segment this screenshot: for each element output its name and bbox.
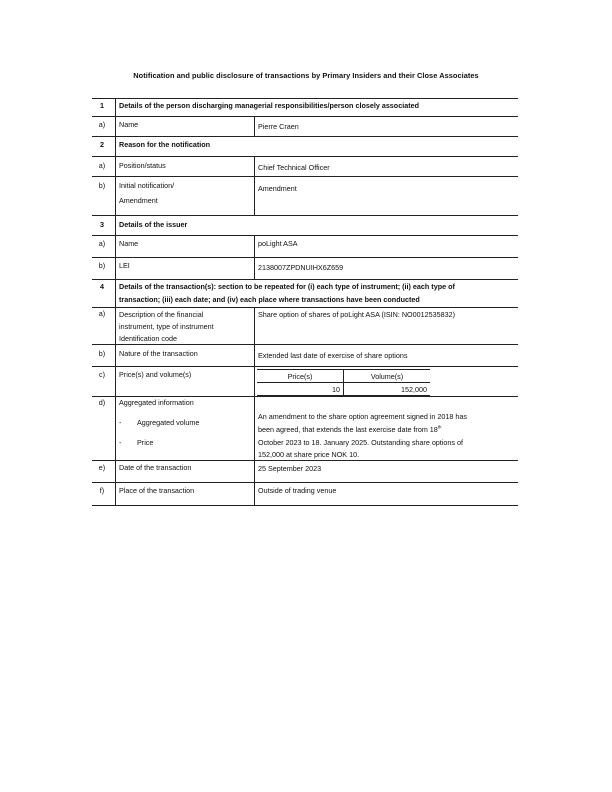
row-id: f): [99, 486, 105, 495]
row-divider: [92, 116, 518, 117]
section-heading: Details of the transaction(s): section to be repeated for (i) each type of instrument; (ii) each type of: [119, 282, 455, 291]
list-bullet: -: [119, 418, 122, 427]
field-label: Date of the transaction: [119, 463, 192, 472]
field-label: Initial notification/: [119, 181, 175, 190]
transaction-date-value: 25 September 2023: [258, 464, 322, 473]
section-heading: Reason for the notification: [119, 140, 211, 149]
row-divider: [92, 307, 518, 308]
row-id: c): [99, 370, 105, 379]
volume-column-header: Volume(s): [370, 372, 404, 381]
section-number: 3: [100, 220, 104, 229]
field-label: Name: [119, 120, 139, 129]
field-label: Aggregated information: [119, 398, 194, 407]
row-id: d): [98, 398, 106, 407]
row-divider: [92, 366, 518, 367]
field-label: Nature of the transaction: [119, 349, 198, 358]
section-heading: Details of the issuer: [119, 220, 188, 229]
section-number: 2: [100, 140, 104, 149]
position-value: Chief Technical Officer: [258, 163, 330, 172]
field-label: Description of the financial: [119, 310, 204, 319]
amendment-text-line: been agreed, that extends the last exercise date from 18th: [258, 424, 442, 434]
row-divider: [92, 136, 518, 137]
notification-type-value: Amendment: [258, 184, 297, 193]
field-label: Position/status: [119, 161, 166, 170]
section-heading: transaction; (iii) each date; and (iv) each place where transactions have been conducted: [119, 295, 420, 304]
row-divider: [92, 156, 518, 157]
row-divider: [92, 482, 518, 483]
page-title: Notification and public disclosure of transactions by Primary Insiders and their Close Associates: [133, 71, 479, 80]
field-label: Amendment: [119, 196, 158, 205]
person-name-value: Pierre Craen: [258, 122, 299, 131]
section-heading: Details of the person discharging managerial responsibilities/person closely associated: [119, 101, 419, 110]
price-label: Price: [137, 438, 154, 447]
price-column-header: Price(s): [287, 372, 313, 381]
field-label: Identification code: [119, 334, 177, 343]
amendment-text-line: October 2023 to 18. January 2025. Outstanding share options of: [258, 438, 463, 447]
volume-value: 152,000: [401, 385, 427, 394]
column-divider: [254, 235, 255, 279]
row-id: e): [98, 463, 106, 472]
aggregated-volume-label: Aggregated volume: [137, 418, 200, 427]
column-divider: [254, 116, 255, 136]
instrument-value: Share option of shares of poLight ASA (ISIN: NO0012535832): [258, 310, 455, 319]
row-divider: [92, 235, 518, 236]
row-id: b): [98, 349, 106, 358]
column-divider: [115, 98, 116, 505]
row-divider: [92, 279, 518, 280]
row-id: a): [98, 161, 106, 170]
nature-value: Extended last date of exercise of share options: [258, 351, 408, 360]
table-border-bottom: [92, 505, 518, 506]
amendment-text-line: An amendment to the share option agreement signed in 2018 has: [258, 412, 467, 421]
column-divider: [254, 156, 255, 215]
field-label: instrument, type of instrument: [119, 322, 214, 331]
row-id: b): [98, 261, 106, 270]
column-divider: [254, 307, 255, 505]
price-value: 10: [332, 385, 340, 394]
amendment-text-line: 152,000 at share price NOK 10.: [258, 450, 360, 459]
field-label: Price(s) and volume(s): [119, 370, 192, 379]
table-border-top: [92, 98, 518, 99]
lei-value: 2138007ZPDNUIHX6Z659: [258, 263, 344, 272]
row-divider: [92, 257, 518, 258]
row-divider: [92, 215, 518, 216]
row-id: a): [98, 239, 106, 248]
issuer-name-value: poLight ASA: [258, 239, 298, 248]
row-divider: [92, 176, 518, 177]
list-bullet: -: [119, 438, 122, 447]
transaction-place-value: Outside of trading venue: [258, 486, 337, 495]
field-label: Name: [119, 239, 139, 248]
section-number: 4: [100, 282, 104, 291]
field-label: Place of the transaction: [119, 486, 195, 495]
field-label: LEI: [119, 261, 130, 270]
notification-table: [92, 98, 518, 506]
section-number: 1: [100, 101, 104, 110]
row-id: a): [98, 309, 106, 318]
row-id: b): [98, 181, 106, 190]
row-id: a): [98, 120, 106, 129]
